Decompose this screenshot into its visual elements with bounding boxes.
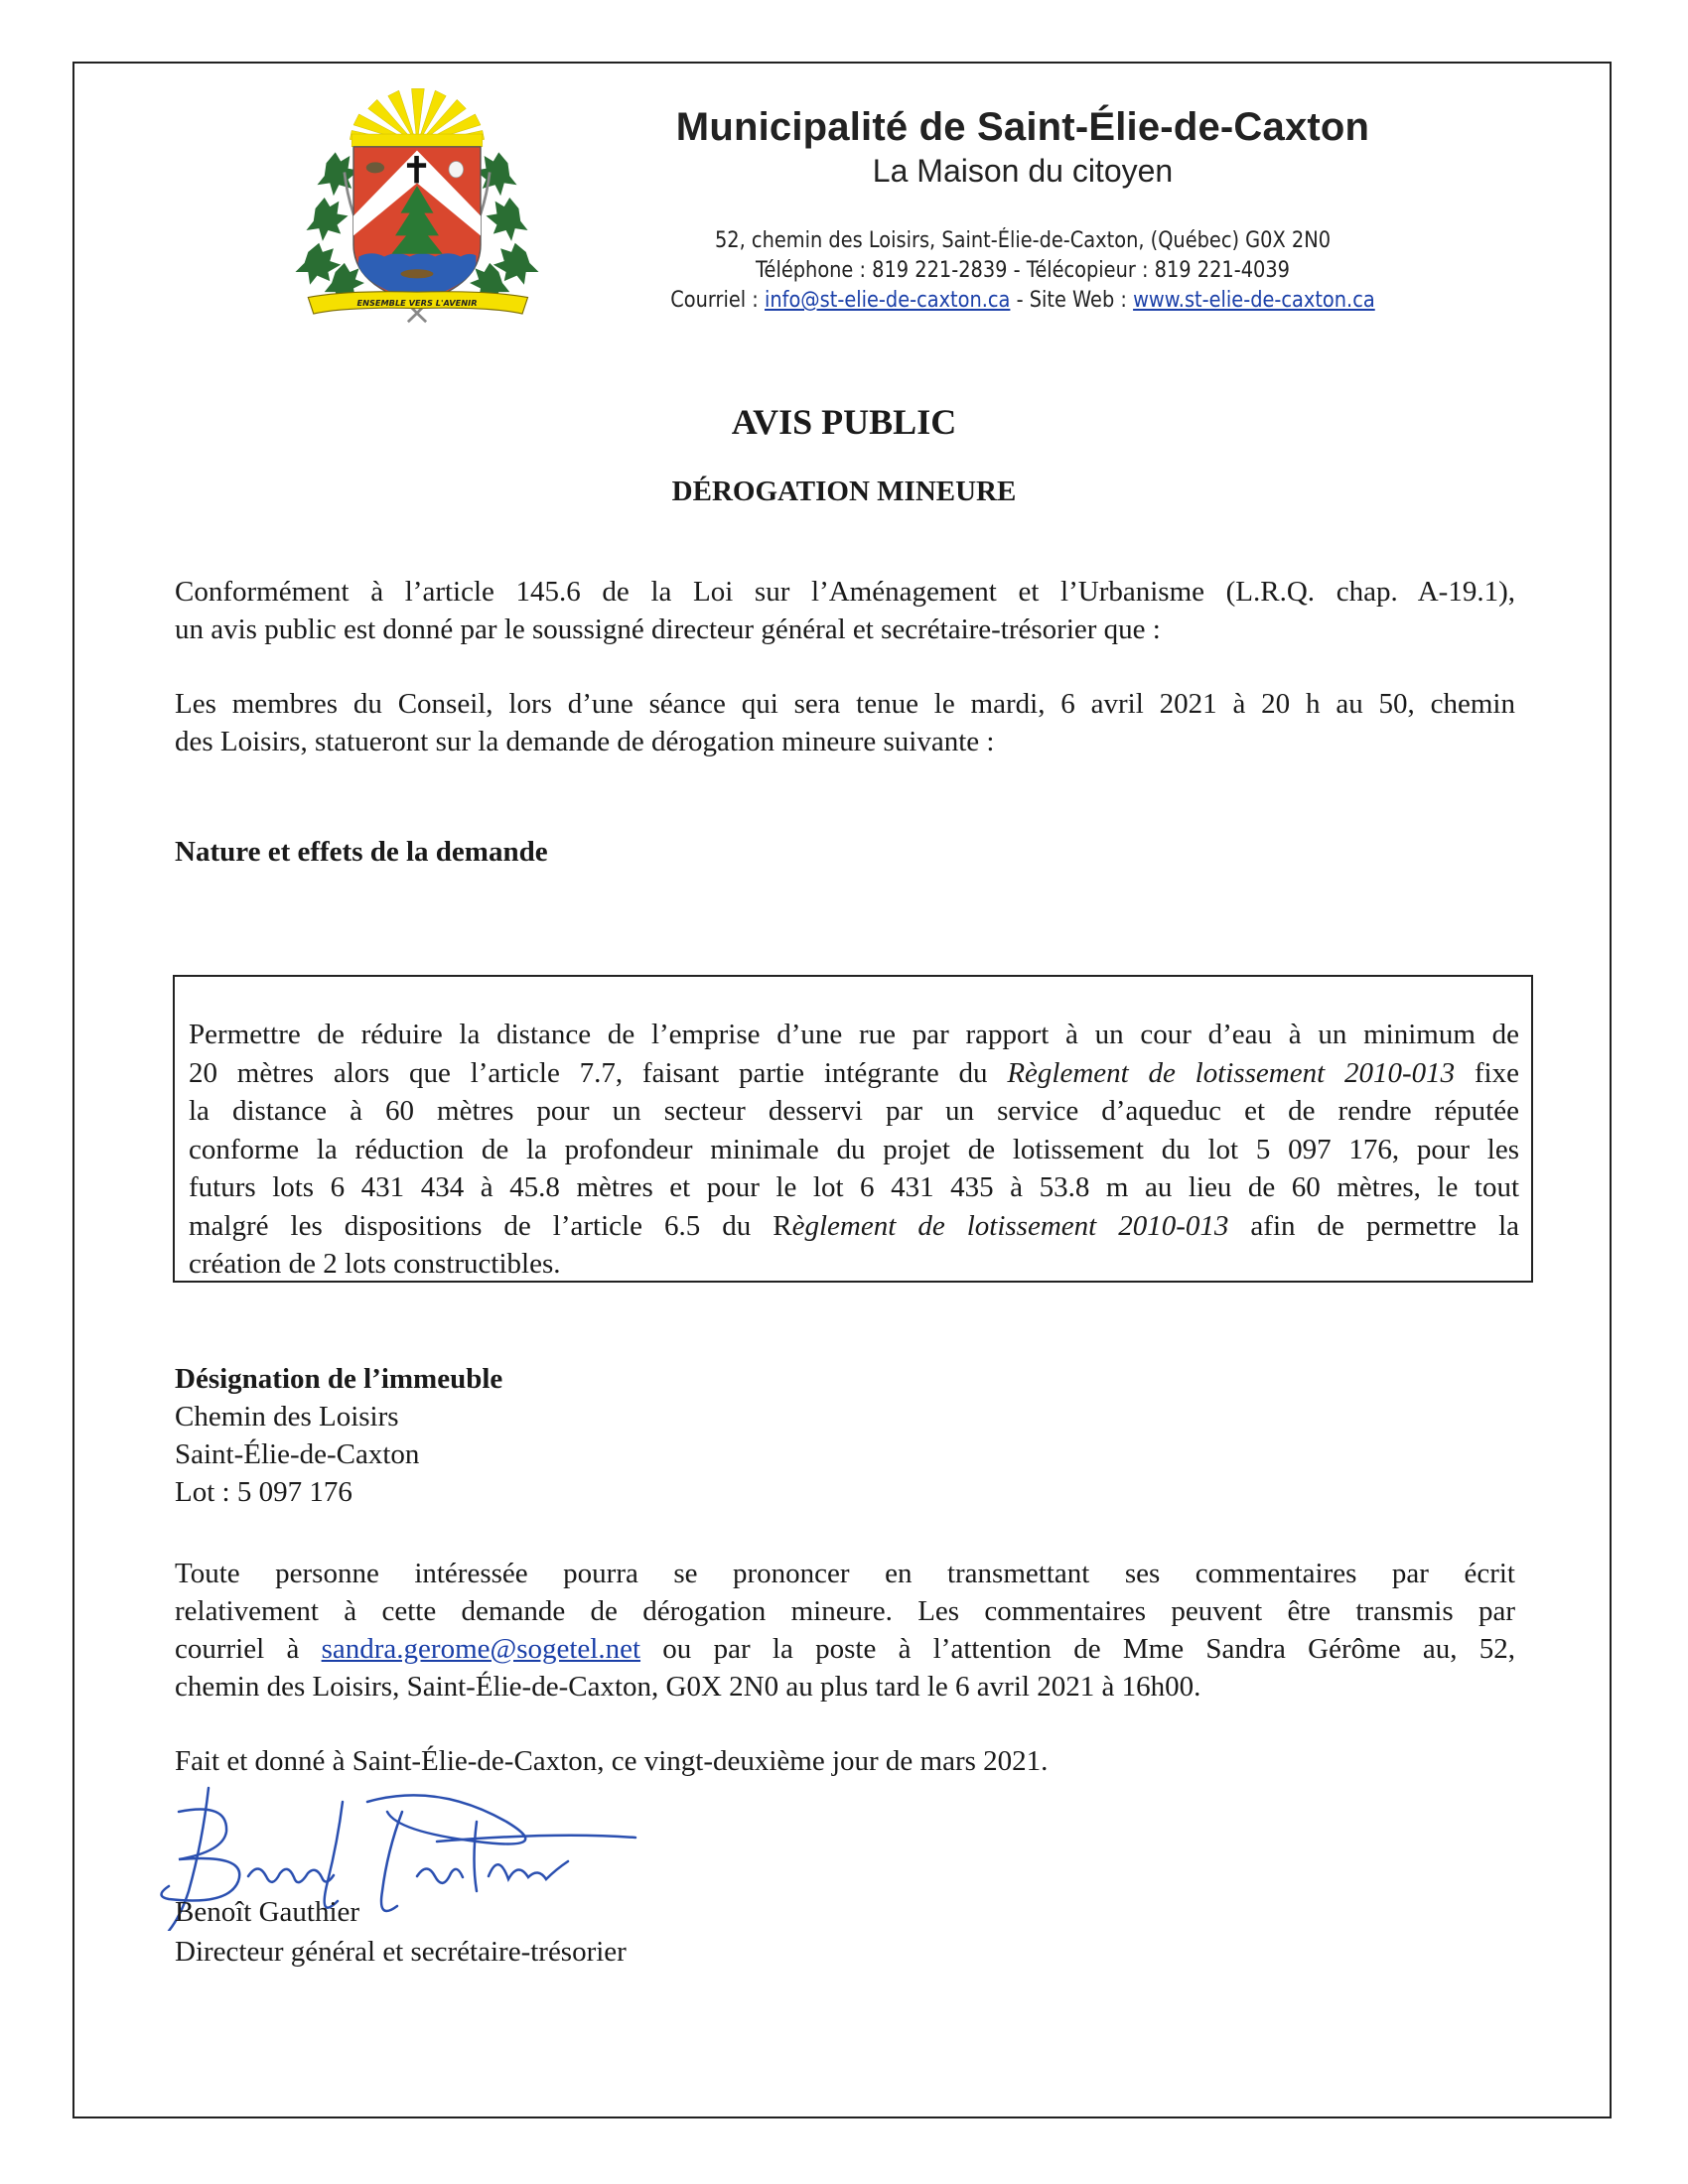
designation-lot: Lot : 5 097 176 (175, 1476, 352, 1508)
description-line: futurs lots 6 431 434 à 45.8 mètres et pour le lot 6 431 435 à 53.8 m au lieu de 60 mètres, le tout (189, 1171, 1519, 1203)
text-segment: fixe (1455, 1056, 1519, 1089)
comments-line: Toute personne intéressée pourra se prononcer en transmettant ses commentaires par écrit (175, 1558, 1515, 1589)
letterhead (606, 103, 1440, 316)
property-designation (175, 1360, 502, 1511)
comments-line: chemin des Loisirs, Saint-Élie-de-Caxton, G0X 2N0 au plus tard le 6 avril 2021 à 16h00. (175, 1671, 1201, 1703)
designation-street: Chemin des Loisirs (175, 1401, 399, 1433)
closing-line: Fait et donné à Saint-Élie-de-Caxton, ce vingt-deuxième jour de mars 2021. (175, 1745, 1049, 1777)
signer-name: Benoît Gauthier (175, 1896, 360, 1928)
designation-city: Saint-Élie-de-Caxton (175, 1438, 420, 1470)
contact-block (655, 226, 1389, 316)
text-segment: courriel à (175, 1633, 322, 1665)
sun-rays-icon (350, 88, 484, 147)
text-segment: 20 mètres alors que l’article 7.7, faisant partie intégrante du (189, 1056, 1008, 1089)
description-line: la distance à 60 mètres pour un secteur desservi par un service d’aqueduc et de rendre réputée (189, 1095, 1519, 1127)
description-line: conforme la réduction de la profondeur minimale du projet de lotissement du lot 5 097 176, pour les (189, 1133, 1519, 1165)
comments-line (175, 1630, 1515, 1668)
fish-icon (401, 269, 434, 278)
description-line: Permettre de réduire la distance de l’emprise d’une rue par rapport à un cour d’eau à un minimum de (189, 1019, 1519, 1050)
document-subtitle: DÉROGATION MINEURE (671, 476, 1017, 507)
closing-paragraph (175, 1742, 1515, 1780)
signer-title: Directeur général et secrétaire-trésorier (175, 1936, 627, 1968)
shield-icon (353, 147, 481, 304)
website-link[interactable]: www.st-elie-de-caxton.ca (1133, 288, 1375, 313)
phone-line: Téléphone : 819 221-2839 - Télécopieur : 819 221-4039 (756, 258, 1290, 283)
bird-icon (366, 162, 384, 173)
meeting-line: Les membres du Conseil, lors d’une séance qui sera tenue le mardi, 6 avril 2021 à 20 h au 50, chemin (175, 688, 1515, 720)
description-line (189, 1054, 1519, 1093)
intro-paragraph (175, 573, 1515, 648)
contact-email-link[interactable]: sandra.gerome@sogetel.net (321, 1633, 641, 1665)
email-web-line (655, 286, 1389, 316)
coat-of-arms-logo (290, 81, 544, 336)
text-segment: malgré les dispositions de l’article 6.5 du R (189, 1209, 792, 1242)
description-line: création de 2 lots constructibles. (189, 1248, 561, 1280)
intro-line: un avis public est donné par le soussigné directeur général et secrétaire-trésorier que : (175, 614, 1161, 645)
municipality-name: Municipalité de Saint-Élie-de-Caxton (675, 105, 1370, 149)
meeting-line: des Loisirs, statueront sur la demande de dérogation mineure suivante : (175, 726, 995, 757)
document-title: AVIS PUBLIC (731, 402, 957, 442)
bylaw-reference: èglement de lotissement 2010-013 (791, 1209, 1229, 1242)
description-line (189, 1207, 1519, 1246)
web-label: - Site Web : (1010, 288, 1134, 313)
letterhead-subtitle: La Maison du citoyen (872, 153, 1174, 189)
intro-line: Conformément à l’article 145.6 de la Loi sur l’Aménagement et l’Urbanisme (L.R.Q. chap. A-19.1), (175, 576, 1515, 608)
signature-block (175, 1892, 627, 1972)
meeting-paragraph (175, 685, 1515, 760)
request-description (189, 1016, 1519, 1284)
motto-text: ENSEMBLE VERS L'AVENIR (356, 297, 478, 308)
comments-line: relativement à cette demande de dérogation mineure. Les commentaires peuvent être transmis par (175, 1595, 1515, 1627)
email-label: Courriel : (670, 288, 766, 313)
designation-heading: Désignation de l’immeuble (175, 1363, 503, 1395)
text-segment: ou par la poste à l’attention de Mme Sandra Gérôme au, 52, (640, 1633, 1515, 1665)
email-link[interactable]: info@st-elie-de-caxton.ca (765, 288, 1011, 313)
nature-heading: Nature et effets de la demande (175, 836, 548, 868)
comments-paragraph (175, 1555, 1515, 1706)
bylaw-reference: Règlement de lotissement 2010-013 (1007, 1056, 1456, 1089)
address-line: 52, chemin des Loisirs, Saint-Élie-de-Caxton, (Québec) G0X 2N0 (714, 228, 1332, 253)
text-segment: afin de permettre la (1228, 1209, 1520, 1242)
rabbit-icon (449, 161, 464, 177)
